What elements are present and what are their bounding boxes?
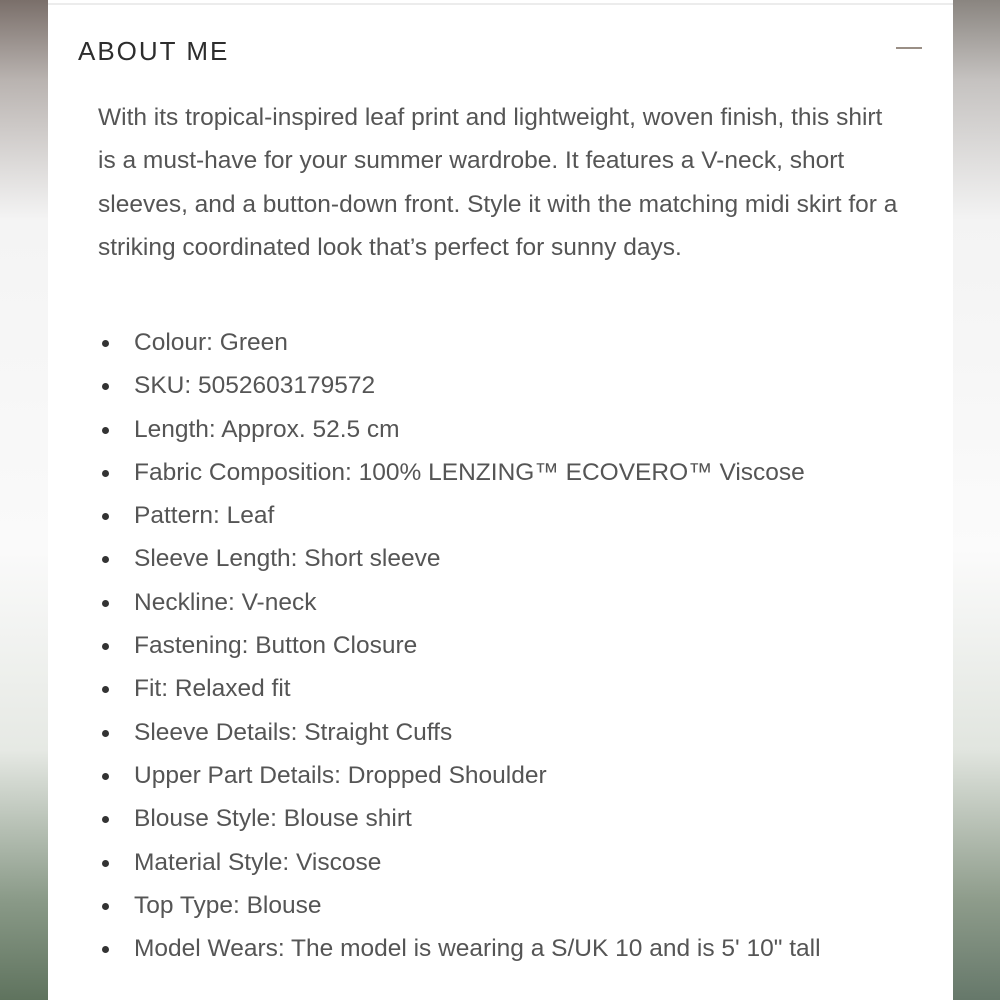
- bullet-icon: [102, 556, 109, 563]
- background-left-edge: [0, 0, 48, 1000]
- bullet-icon: [102, 600, 109, 607]
- detail-text: Pattern: Leaf: [134, 502, 275, 530]
- list-item: [98, 494, 918, 537]
- detail-text: Fabric Composition: 100% LENZING™ ECOVERO™ Viscose: [134, 458, 805, 486]
- list-item: [98, 927, 918, 970]
- list-item: [98, 711, 918, 754]
- about-me-panel: [48, 0, 953, 1000]
- detail-text: Fit: Relaxed fit: [134, 675, 291, 703]
- detail-text: Material Style: Viscose: [134, 848, 382, 876]
- detail-text: Sleeve Length: Short sleeve: [134, 545, 441, 573]
- bullet-icon: [102, 340, 109, 347]
- product-description: With its tropical-inspired leaf print and lightweight, woven finish, this shirt is a must-have for your summer wardrobe. It features a V-neck, short sleeves, and a button-down front. Style it with the matching midi skirt for a striking coordinated look that’s perfect for sunny days.: [98, 104, 898, 261]
- bullet-icon: [102, 816, 109, 823]
- list-item: [98, 667, 918, 710]
- bullet-icon: [102, 383, 109, 390]
- bullet-icon: [102, 773, 109, 780]
- bullet-icon: [102, 686, 109, 693]
- bullet-icon: [102, 513, 109, 520]
- detail-text: Neckline: V-neck: [134, 588, 317, 616]
- bullet-icon: [102, 860, 109, 867]
- detail-text: SKU: 5052603179572: [134, 372, 376, 400]
- list-item: [98, 884, 918, 927]
- list-item: [98, 624, 918, 667]
- detail-text: Sleeve Details: Straight Cuffs: [134, 718, 453, 746]
- list-item: [98, 754, 918, 797]
- list-item: [98, 841, 918, 884]
- list-item: [98, 408, 918, 451]
- list-item: [98, 451, 918, 494]
- list-item: [98, 321, 918, 364]
- divider: [48, 3, 953, 5]
- product-details-list: [98, 321, 918, 970]
- detail-text: Top Type: Blouse: [134, 891, 322, 919]
- detail-text: Upper Part Details: Dropped Shoulder: [134, 761, 547, 789]
- list-item: [98, 797, 918, 840]
- bullet-icon: [102, 903, 109, 910]
- minus-icon[interactable]: [894, 34, 926, 64]
- bullet-icon: [102, 427, 109, 434]
- bullet-icon: [102, 730, 109, 737]
- detail-text: Fastening: Button Closure: [134, 632, 418, 660]
- bullet-icon: [102, 470, 109, 477]
- list-item: [98, 364, 918, 407]
- list-item: [98, 581, 918, 624]
- detail-text: Model Wears: The model is wearing a S/UK 10 and is 5' 10" tall: [134, 935, 821, 963]
- detail-text: Colour: Green: [134, 329, 288, 356]
- detail-text: Length: Approx. 52.5 cm: [134, 415, 400, 443]
- bullet-icon: [102, 946, 109, 953]
- bullet-icon: [102, 643, 109, 650]
- background-right-edge: [953, 0, 1000, 1000]
- detail-text: Blouse Style: Blouse shirt: [134, 805, 412, 833]
- list-item: [98, 537, 918, 580]
- accordion-title[interactable]: ABOUT ME: [78, 36, 230, 66]
